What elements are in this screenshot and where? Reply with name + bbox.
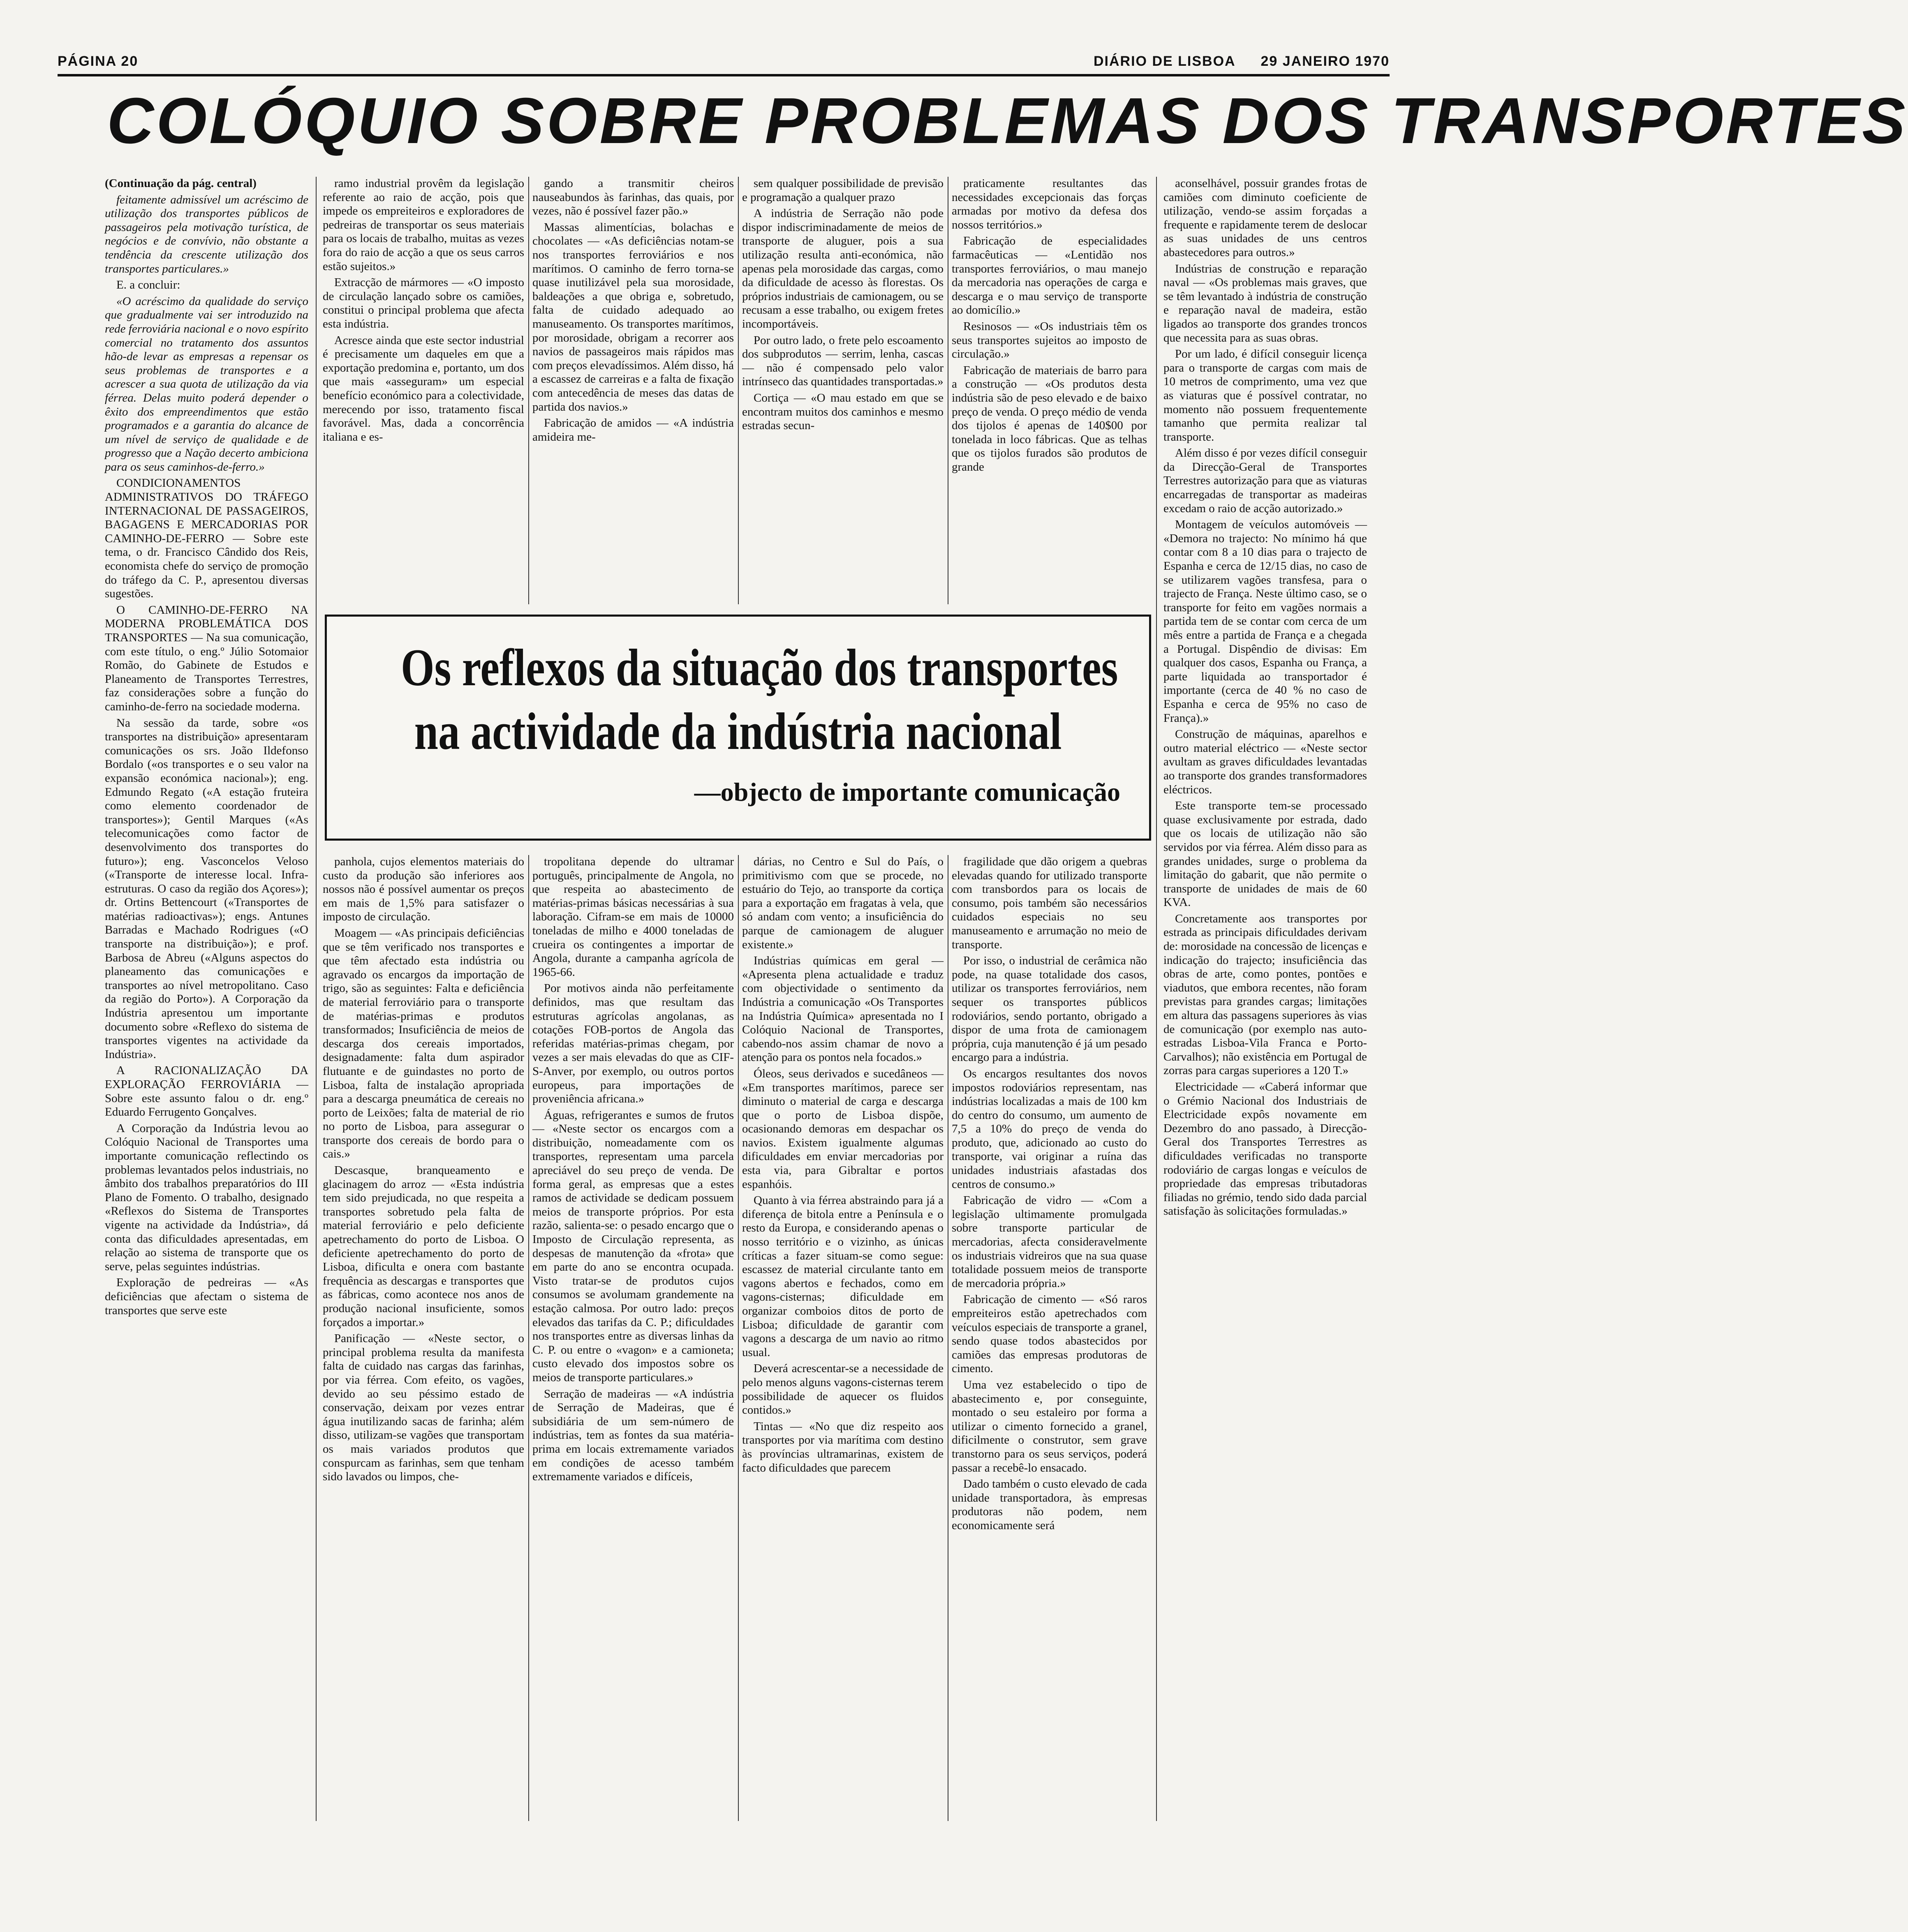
article-paragraph: Dado também o custo elevado de cada unidade transportadora, às empresas produtoras não podem, nem economicamente será bbox=[952, 1477, 1147, 1532]
column-4-top bbox=[742, 177, 944, 604]
article-paragraph: Águas, refrigerantes e sumos de frutos — «Neste sector os encargos com a distribuição, nomeadamente com os transportes, representam uma parcela apreciável do seu preço de venda. De forma geral, as empresas que a estes ramos de actividade se dedicam possuem meios de transporte próprios. Por esta razão, salienta-se: o pesado encargo que o Imposto de Circulação representa, as despesas de manutenção da «frota» que em parte do ano se encontra ocupada. Visto tratar-se de produtos cujos consumos se avolumam grandemente na estação calmosa. Por outro lado: preços elevados das tarifas da C. P.; dificuldades nos transportes entre as diversas linhas da C. P. ou entre o «vagon» e a camioneta; custo elevado dos impostos sobre os meios de transporte particulares.» bbox=[532, 1108, 734, 1384]
article-paragraph: Além disso é por vezes difícil conseguir da Direcção-Geral de Transportes Terrestres autorização para que as viaturas encarregadas de transportar as madeiras excedam o raio de acção autorizado.» bbox=[1163, 446, 1367, 515]
article-paragraph: A Corporação da Indústria levou ao Colóquio Nacional de Transportes uma importante comunicação reflectindo os problemas levantados pelos industriais, no âmbito dos trabalhos preparatórios do III Plano de Fomento. O trabalho, designado «Reflexos do Sistema de Transportes vigente na actividade da Indústria», dá conta das dificuldades apresentadas, em relação ao sistema de transporte que os serve, pelas seguintes indústrias. bbox=[105, 1121, 308, 1273]
article-paragraph: Fabricação de materiais de barro para a construção — «Os produtos desta indústria são de peso elevado e de baixo preço de venda. O preço médio de venda dos tijolos é apenas de 140$00 por tonelada in loco fábricas. Que as telhas que os tijolos furados são produtos de grande bbox=[952, 363, 1147, 474]
column-5-bottom bbox=[952, 855, 1147, 1821]
article-paragraph: praticamente resultantes das necessidades excepcionais das forças armadas por motivo da defesa dos nossos territórios.» bbox=[952, 177, 1147, 231]
column-5-top bbox=[952, 177, 1147, 604]
article-paragraph: Na sessão da tarde, sobre «os transportes na distribuição» apresentaram comunicações os srs. João Ildefonso Bordalo («os transportes e o seu valor na expansão económica nacional»); eng. Edmundo Regato («A estação fruteira como elemento coordenador de transportes»); Gentil Marques («As telecomunicações como factor de desenvolvimento dos transportes do futuro»); eng. Vasconcelos Veloso («Transporte de interesse local. Infra-estruturas. O caso da região dos Açores»); dr. Ortins Bettencourt («Transportes de matérias radioactivas»); engs. Antunes Barradas e Machado Rodrigues («O transporte na distribuição»); e prof. Barbosa de Abreu («Alguns aspectos do planeamento das comunicações e transportes ao nível metropolitano. Caso da região do Porto»). A Corporação da Indústria apresentou um importante documento sobre «Reflexo do sistema de transportes vigentes na actividade da Indústria». bbox=[105, 716, 308, 1061]
column-1 bbox=[105, 177, 308, 1821]
article-paragraph: Moagem — «As principais deficiências que se têm verificado nos transportes e que têm afectado esta indústria ou agravado os encargos da importação de trigo, são as seguintes: Falta e deficiência de material ferroviário para o transporte de matérias-primas e produtos transformados; Insuficiência de meios de descarga dos cereais importados, designadamente: falta dum aspirador flutuante e de guindastes no porto de Lisboa, falta de instalação apropriada para a descarga pneumática de cereais no porto de Leixões; falta de material de rio no porto de Lisboa, para assegurar o transporte dos cereais de bordo para o cais.» bbox=[323, 926, 524, 1161]
column-6 bbox=[1163, 177, 1367, 1821]
masthead bbox=[58, 49, 1390, 76]
article-paragraph: Cortiça — «O mau estado em que se encontram muitos dos caminhos e mesmo estradas secun- bbox=[742, 391, 944, 432]
article-paragraph: Óleos, seus derivados e sucedâneos — «Em transportes marítimos, parece ser diminuto o material de carga e descarga que o porto de Lisboa dispõe, ocasionando demoras em despachar os navios. Existem igualmente algumas dificuldades em enviar mercadorias por esta via, para Gibraltar e portos espanhóis. bbox=[742, 1067, 944, 1191]
article-paragraph: sem qualquer possibilidade de previsão e programação a qualquer prazo bbox=[742, 177, 944, 204]
article-paragraph: Indústrias químicas em geral — «Apresenta plena actualidade e traduz com objectividade o sentimento da Indústria a comunicação «Os Transportes na Indústria Química» apresentada no I Colóquio Nacional de Transportes, cabendo-nos assim chamar de novo a atenção para os pontos nela focados.» bbox=[742, 954, 944, 1064]
article-paragraph: gando a transmitir cheiros nauseabundos às farinhas, das quais, por vezes, não é possível fazer pão.» bbox=[532, 177, 734, 218]
column-rule bbox=[528, 855, 529, 1821]
article-paragraph: Deverá acrescentar-se a necessidade de pelo menos alguns vagons-cisternas terem possibilidade de aquecer os fluidos contidos.» bbox=[742, 1362, 944, 1417]
article-paragraph: (Continuação da pág. central) bbox=[105, 177, 257, 190]
column-3-top bbox=[532, 177, 734, 604]
article-paragraph: Fabricação de cimento — «Só raros empreiteiros estão apetrechados com veículos especiais de transporte a granel, sendo quase todos abastecidos por camiões das empresas produtoras de cimento. bbox=[952, 1293, 1147, 1375]
column-3-bottom bbox=[532, 855, 734, 1821]
article-paragraph: Serração de madeiras — «A indústria de Serração de Madeiras, que é subsidiária de um sem-número de indústrias, tem as fontes da sua matéria-prima em locais extremamente variados em condições de acesso também extremamente variados e difíceis, bbox=[532, 1387, 734, 1484]
article-paragraph: aconselhável, possuir grandes frotas de camiões com diminuto coeficiente de utilização, vendo-se assim forçadas a frequente e rapidamente terem de deslocar as suas unidades de uns centros abastecedores para outros.» bbox=[1163, 177, 1367, 259]
article-paragraph: A indústria de Serração não pode dispor indiscriminadamente de meios de transporte de aluguer, pois a sua utilização resulta anti-económica, não apenas pela morosidade das cargas, como da dificuldade de acesso às florestas. Os próprios industriais de camionagem, ou se recusam a esse trabalho, ou exigem fretes incomportáveis. bbox=[742, 207, 944, 330]
feature-title-line-1: Os reflexos da situação dos transportes bbox=[401, 638, 1118, 697]
article-paragraph: panhola, cujos elementos materiais do custo da produção são inferiores aos nossos não é possível aumentar os preços em mais de 1,5% para satisfazer o imposto de circulação. bbox=[323, 855, 524, 924]
article-paragraph: fragilidade que dão origem a quebras elevadas quando for utilizado transporte com transbordos para os locais de consumo, pois também são necessários cuidados especiais no seu manuseamento e arrumação no meio de transporte. bbox=[952, 855, 1147, 951]
article-paragraph: O CAMINHO-DE-FERRO NA MODERNA PROBLEMÁTICA DOS TRANSPORTES — Na sua comunicação, com este título, o eng.º Júlio Sotomaior Romão, do Gabinete de Estudos e Planeamento de Transportes Terrestres, faz considerações sobre a função do caminho-de-ferro na sociedade moderna. bbox=[105, 603, 308, 713]
article-paragraph: Os encargos resultantes dos novos impostos rodoviários representam, nas indústrias localizadas a mais de 100 km do centro do consumo, um aumento de 7,5 a 10% do preço de venda do produto, que, adicionado ao custo do transporte, vai originar a ruína das unidades industriais afastadas dos centros de consumo.» bbox=[952, 1067, 1147, 1191]
article-paragraph: Acresce ainda que este sector industrial é precisamente um daqueles em que a exportação predomina e, portanto, um dos que mais «asseguram» um especial benefício económico para a colectividade, merecendo por isso, tratamento fiscal favorável. Mas, dada a concorrência italiana e es- bbox=[323, 333, 524, 444]
column-2-bottom bbox=[323, 855, 524, 1821]
article-paragraph: Concretamente aos transportes por estrada as principais dificuldades derivam de: morosidade na concessão de licenças e indicação do trajecto; insuficiência das obras de arte, como pontes, pontões e viadutos, que embora recentes, não foram previstas para grandes cargas; limitações em altura das passagens superiores às vias de comunicação (por exemplo nas auto-estradas Lisboa-Vila Franca e Porto-Carvalhos); não existência em Portugal de zorras para cargas superiores a 120 T.» bbox=[1163, 912, 1367, 1077]
column-2-top bbox=[323, 177, 524, 604]
article-paragraph: Fabricação de vidro — «Com a legislação ultimamente promulgada sobre transporte particular de mercadorias, afecta consideravelmente os industriais vidreiros que na sua quase totalidade possuem meios de transporte de mercadoria própria.» bbox=[952, 1194, 1147, 1290]
article-paragraph: Este transporte tem-se processado quase exclusivamente por estrada, dado que os locais de utilização não são servidos por via férrea. Além disso para as grandes unidades, surge o problema da limitação do gabarit, que não permite o transporte de unidades de mais de 60 KVA. bbox=[1163, 799, 1367, 909]
article-paragraph: Extracção de mármores — «O imposto de circulação lançado sobre os camiões, constitui o principal problema que afecta esta indústria. bbox=[323, 276, 524, 330]
column-rule bbox=[738, 177, 739, 604]
article-paragraph: Fabricação de amidos — «A indústria amideira me- bbox=[532, 416, 734, 444]
column-rule bbox=[738, 855, 739, 1821]
feature-subtitle: —objecto de importante comunicação bbox=[694, 777, 1120, 807]
article-paragraph: Por outro lado, o frete pelo escoamento dos subprodutos — serrim, lenha, cascas — não é compensado pelo valor intrínseco das quantidades transportadas.» bbox=[742, 333, 944, 388]
article-paragraph: Por isso, o industrial de cerâmica não pode, na quase totalidade dos casos, utilizar os transportes ferroviários, nem sequer os transportes públicos rodoviários, sendo portanto, obrigado a dispor de uma frota de camionagem própria, cuja manutenção é já um pesado encargo para a indústria. bbox=[952, 954, 1147, 1064]
article-paragraph: tropolitana depende do ultramar português, principalmente de Angola, no que respeita ao abastecimento de matérias-primas básicas necessárias à sua laboração. Cifram-se em mais de 10000 toneladas de milho e 4000 toneladas de crueira os contingentes a importar de Angola, durante a campanha agrícola de 1965-66. bbox=[532, 855, 734, 979]
article-paragraph: Exploração de pedreiras — «As deficiências que afectam o sistema de transportes que serve este bbox=[105, 1276, 308, 1317]
column-rule bbox=[1156, 177, 1157, 1821]
article-paragraph: Construção de máquinas, aparelhos e outro material eléctrico — «Neste sector avultam as graves dificuldades levantadas ao transporte dos grandes transformadores eléctricos. bbox=[1163, 728, 1367, 796]
article-paragraph: Fabricação de especialidades farmacêuticas — «Lentidão nos transportes ferroviários, o mau manejo da mercadoria nas operações de carga e descarga e o mau serviço de transporte ao domicílio.» bbox=[952, 234, 1147, 317]
column-rule bbox=[528, 177, 529, 604]
article-paragraph: CONDICIONAMENTOS ADMINISTRATIVOS DO TRÁFEGO INTERNACIONAL DE PASSAGEIROS, BAGAGENS E MERCADORIAS POR CAMINHO-DE-FERRO — Sobre este tema, o dr. Francisco Cândido dos Reis, economista chefe do serviço de promoção do tráfego da C. P., apresentou diversas sugestões. bbox=[105, 476, 308, 601]
article-paragraph: Electricidade — «Caberá informar que o Grémio Nacional dos Industriais de Electricidade expôs novamente em Dezembro do ano passado, à Direcção-Geral dos Transportes Terrestres as dificuldades verificadas no transporte rodoviário de cargas longas e veículos de propriedade das empresas tributadoras filiadas no grémio, tendo sido dada parcial satisfação às solicitações formuladas.» bbox=[1163, 1080, 1367, 1218]
article-paragraph: Indústrias de construção e reparação naval — «Os problemas mais graves, que se têm levantado à indústria de construção e reparação naval de madeira, estão ligados ao transporte dos grandes troncos que necessita para as suas obras. bbox=[1163, 262, 1367, 344]
article-paragraph: Por motivos ainda não perfeitamente definidos, mas que resultam das estruturas agrícolas angolanas, as cotações FOB-portos de Angola das referidas matérias-primas chegam, por vezes a ser mais elevadas do que as CIF-S-Anver, por exemplo, ou outros portos europeus, para importações de proveniência africana.» bbox=[532, 982, 734, 1106]
article-paragraph: Descasque, branqueamento e glacinagem do arroz — «Esta indústria tem sido prejudicada, no que respeita a transportes sobretudo pela falta de material ferroviário e pelo deficiente apetrechamento do porto de Lisboa. O deficiente apetrechamento do porto de Lisboa, dificulta e onera com bastante frequência as descargas e transportes que as fábricas, como acontece nos anos de produção nacional insuficiente, somos forçados a importar.» bbox=[323, 1164, 524, 1329]
article-paragraph: Panificação — «Neste sector, o principal problema resulta da manifesta falta de cuidado nas cargas das farinhas, por via férrea. Com efeito, os vagões, devido ao seu péssimo estado de conservação, deixam por vezes entrar água inutilizando sacas de farinha; além disso, utilizam-se vagões que transportam os mais variados produtos que conspurcam as farinhas, sem que tenham sido lavados ou limpos, che- bbox=[323, 1332, 524, 1484]
article-paragraph: Montagem de veículos automóveis — «Demora no trajecto: No mínimo há que contar com 8 a 10 dias para o trajecto de Espanha e cerca de 12/15 dias, no caso de se utilizarem vagões transfesa, para o trajecto de França. Neste último caso, se o transporte for feito em vagões normais a partida tem de se contar com cerca de um mês entre a partida de França e a chegada a Portugal. Dispêndio de divisas: Em qualquer dos casos, Espanha ou França, a parte liquidada ao transportador é importante (cerca de 40 % no caso de Espanha e cerca de 95% no caso de França).» bbox=[1163, 518, 1367, 725]
article-paragraph: feitamente admissível um acréscimo de utilização dos transportes públicos de passageiros pela motivação turística, de negócios e de convívio, não obstante a tendência da crescente utilização dos transportes particulares.» bbox=[105, 193, 308, 275]
article-paragraph: E. a concluir: bbox=[116, 278, 180, 292]
column-rule bbox=[316, 177, 317, 1821]
article-paragraph: dárias, no Centro e Sul do País, o primitivismo com que se procede, no estuário do Tejo, ao transporte da cortiça para a exportação em fragatas à vela, que só andam com vento; a insuficiência do parque de camionagem de aluguer existente.» bbox=[742, 855, 944, 951]
article-paragraph: Uma vez estabelecido o tipo de abastecimento e, por conseguinte, montado o seu estaleiro por forma a utilizar o cimento fornecido a granel, dificilmente o construtor, sem grave transtorno para os seus serviços, poderá passar a recebê-lo ensacado. bbox=[952, 1378, 1147, 1474]
page-headline: COLÓQUIO SOBRE PROBLEMAS DOS TRANSPORTES bbox=[107, 85, 1908, 157]
newspaper-name: DIÁRIO DE LISBOA bbox=[1094, 53, 1236, 69]
article-paragraph: A RACIONALIZAÇÃO DA EXPLORAÇÃO FERROVIÁRIA — Sobre este assunto falou o dr. eng.º Eduardo Ferrugento Gonçalves. bbox=[105, 1064, 308, 1119]
article-paragraph: Quanto à via férrea abstraindo para já a diferença de bitola entre a Península e o resto da Europa, e considerando apenas o nosso território e o vizinho, as únicas críticas a fazer situam-se como segue: escassez de material circulante tanto em vagons abertos e fechados, como em vagons-cisternas; dificuldade em organizar comboios ditos de porto de Lisboa; dificuldade de garantir com vagons a descarga de um navio ao ritmo usual. bbox=[742, 1194, 944, 1359]
page-number: PÁGINA 20 bbox=[58, 53, 139, 69]
article-paragraph: Tintas — «No que diz respeito aos transportes por via marítima com destino às províncias ultramarinas, existem de facto dificuldades que parecem bbox=[742, 1419, 944, 1474]
article-paragraph: Por um lado, é difícil conseguir licença para o transporte de cargas com mais de 10 metros de comprimento, uma vez que as viaturas que é possível contratar, no momento não possuem frequentemente tamanho que permita realizar tal transporte. bbox=[1163, 347, 1367, 444]
feature-title-box bbox=[325, 615, 1151, 841]
article-paragraph: Massas alimentícias, bolachas e chocolates — «As deficiências notam-se nos transportes ferroviários e nos marítimos. O caminho de ferro torna-se quase inutilizável pela sua morosidade, baldeações a que obriga e, sobretudo, falta de cuidado adequado ao manuseamento. Os transportes marítimos, por morosidade, obrigam a recorrer aos navios de passageiros mais rápidos mas com preços elevadíssimos. Além disso, há a escassez de carreiras e a falta de fixação com antecedência de meses das datas de partida dos navios.» bbox=[532, 220, 734, 414]
issue-date: 29 JANEIRO 1970 bbox=[1260, 53, 1390, 69]
column-4-bottom bbox=[742, 855, 944, 1821]
article-paragraph: Resinosos — «Os industriais têm os seus transportes sujeitos ao imposto de circulação.» bbox=[952, 319, 1147, 361]
feature-title-line-2: na actividade da indústria nacional bbox=[414, 702, 1062, 760]
article-paragraph: «O acréscimo da qualidade do serviço que gradualmente vai ser introduzido na rede ferroviária nacional e o novo espírito comercial no tratamento dos assuntos hão-de levar as empresas a repensar os seus problemas de transportes e a acrescer a sua quota de utilização da via férrea. Delas muito poderá depender o êxito dos empreendimentos que estão programados e a garantia do alcance de um nível de serviço de qualidade e de progresso que a Nação decerto ambiciona para os seus caminhos-de-ferro.» bbox=[105, 294, 308, 474]
article-paragraph: ramo industrial provêm da legislação referente ao raio de acção, pois que impede os empreiteiros e exploradores de pedreiras de transportar os seus materiais para os locais de trabalho, muitas as vezes fora do raio de acção a que os seus carros estão sujeitos.» bbox=[323, 177, 524, 273]
